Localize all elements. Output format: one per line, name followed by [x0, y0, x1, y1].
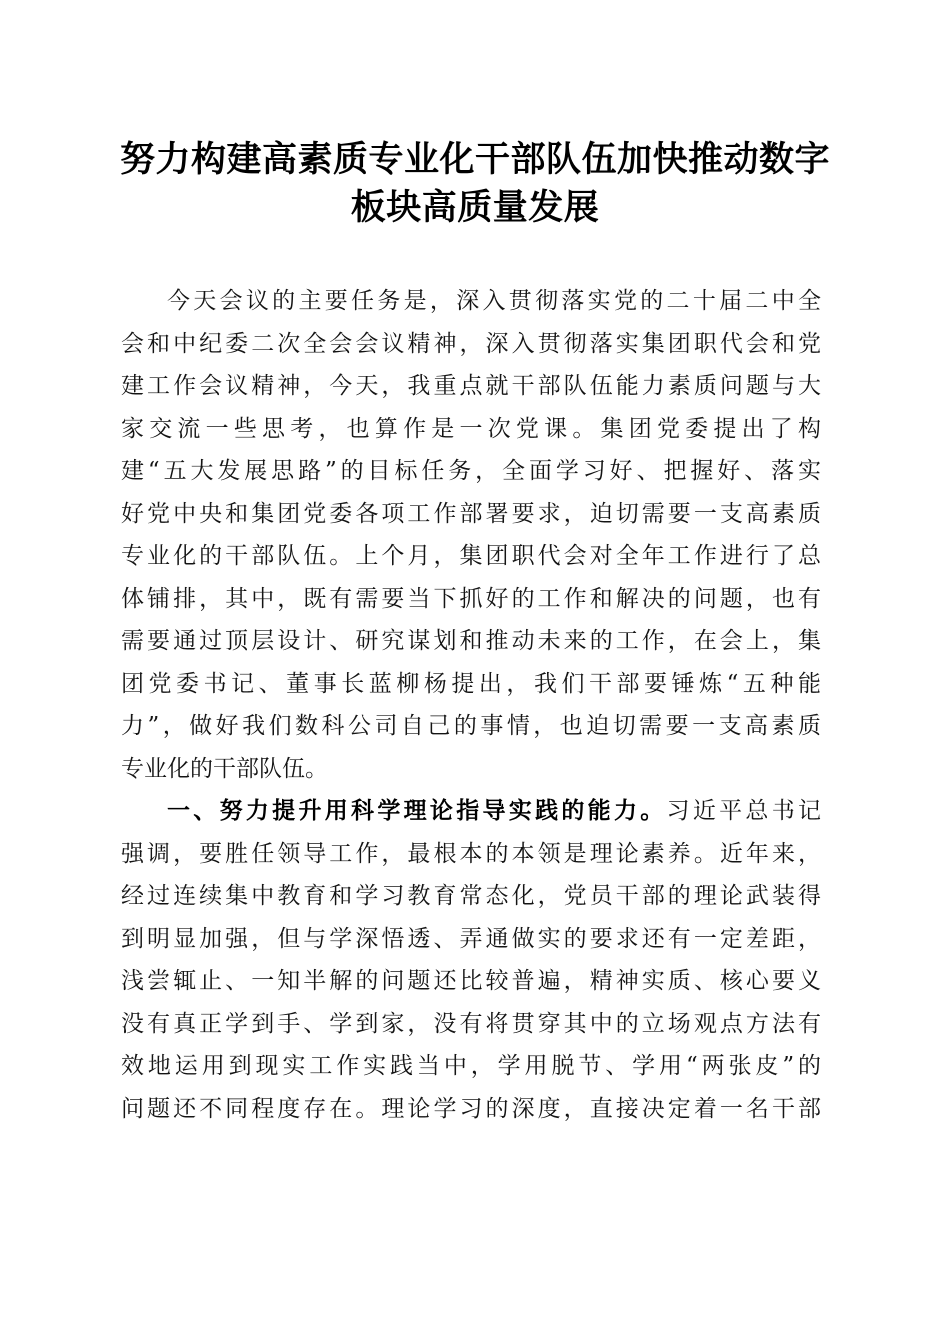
- section-first-line: [121, 790, 821, 833]
- paragraph-line: 家交流一些思考，也算作是一次党课。集团党委提出了构: [121, 415, 821, 442]
- paragraph-line: 没有真正学到手、学到家，没有将贯穿其中的立场观点方法有: [121, 1010, 821, 1037]
- paragraph-line: 会和中纪委二次全会会议精神，深入贯彻落实集团职代会和党: [121, 330, 821, 357]
- title-line-2: 板块高质量发展: [350, 187, 600, 228]
- paragraph-line: 建工作会议精神，今天，我重点就干部队伍能力素质问题与大: [121, 373, 821, 399]
- paragraph-line: 专业化的干部队伍。上个月，集团职代会对全年工作进行了总: [121, 543, 821, 569]
- paragraph-line: 体铺排，其中，既有需要当下抓好的工作和解决的问题，也有: [121, 585, 821, 612]
- paragraph-line: 今天会议的主要任务是，深入贯彻落实党的二十届二中全: [167, 288, 821, 314]
- paragraph-line: 建“五大发展思路”的目标任务，全面学习好、把握好、落实: [121, 458, 821, 484]
- paragraph-line: 效地运用到现实工作实践当中，学用脱节、学用“两张皮”的: [121, 1053, 821, 1079]
- title-line-1: 努力构建高素质专业化干部队伍加快推动数字: [119, 139, 830, 180]
- paragraph-line: 问题还不同程度存在。理论学习的深度，直接决定着一名干部: [121, 1095, 821, 1122]
- paragraph-line: 强调，要胜任领导工作，最根本的本领是理论素养。近年来，: [121, 840, 821, 867]
- paragraph-intro: [121, 280, 821, 790]
- paragraph-line: 好党中央和集团党委各项工作部署要求，迫切需要一支高素质: [121, 500, 821, 527]
- document-title: [110, 136, 840, 232]
- paragraph-line: 力”，做好我们数科公司自己的事情，也迫切需要一支高素质: [121, 713, 821, 739]
- paragraph-line: 到明显加强，但与学深悟透、弄通做实的要求还有一定差距，: [121, 925, 821, 952]
- paragraph-line: 经过连续集中教育和学习教育常态化，党员干部的理论武装得: [121, 883, 821, 909]
- paragraph-line: 需要通过顶层设计、研究谋划和推动未来的工作，在会上，集: [121, 628, 821, 654]
- paragraph-line: 专业化的干部队伍。: [121, 755, 328, 782]
- section-first-line-rest: 习近平总书记: [666, 798, 822, 824]
- section-heading: 一、努力提升用科学理论指导实践的能力。: [167, 798, 667, 824]
- paragraph-line: 浅尝辄止、一知半解的问题还比较普遍，精神实质、核心要义: [121, 968, 821, 994]
- document-body: [121, 280, 821, 1130]
- paragraph-line: 团党委书记、董事长蓝柳杨提出，我们干部要锤炼“五种能: [121, 670, 821, 697]
- section-one: [121, 790, 821, 1130]
